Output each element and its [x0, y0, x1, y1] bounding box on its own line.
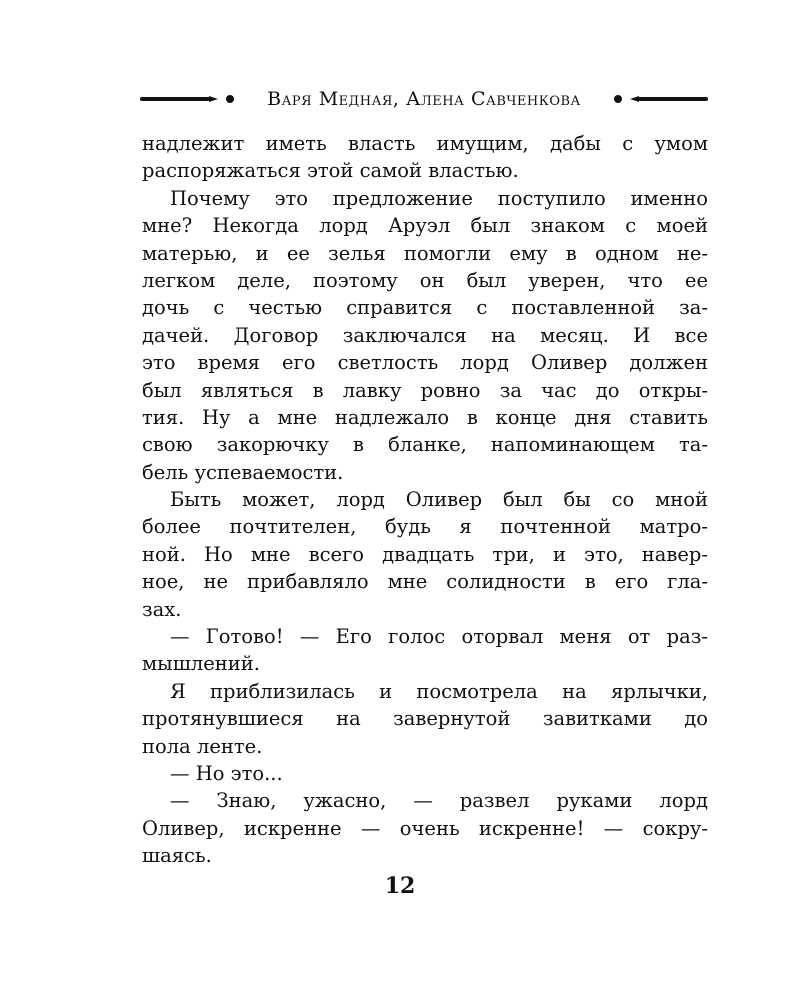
text-line: более почтителен, будь я почтенной матро-: [142, 515, 708, 539]
text-line: бель успеваемости.: [142, 460, 344, 484]
text-line: Оливер, искренне — очень искренне! — сокру-: [142, 816, 708, 840]
text-line: тия. Ну а мне надлежало в конце дня ставить: [142, 405, 708, 429]
text-line: пола ленте.: [142, 734, 263, 758]
header-bullet-right: [614, 95, 622, 103]
text-line: протянувшиеся на завернутой завитками до: [142, 707, 708, 731]
header-author-title: Варя Медная, Алена Савченкова: [267, 88, 581, 110]
text-line: мне? Некогда лорд Аруэл был знаком с моей: [142, 214, 708, 238]
text-line: зах.: [142, 597, 182, 621]
text-line: ной. Но мне всего двадцать три, и это, навер-: [142, 542, 708, 566]
text-line: — Готово! — Его голос оторвал меня от раз-: [170, 625, 708, 649]
text-line: Быть может, лорд Оливер был бы со мной: [170, 488, 708, 512]
page-number: 12: [384, 873, 416, 899]
header-rule-right: [638, 97, 708, 101]
text-line: ное, не прибавляло мне солидности в его гла-: [142, 570, 708, 594]
text-line: мышлений.: [142, 652, 260, 676]
header-rule-left: [140, 97, 210, 101]
text-line: Я приблизилась и посмотрела на ярлычки,: [170, 679, 708, 703]
text-line: надлежит иметь власть имущим, дабы с умом: [142, 132, 708, 155]
running-header: [140, 86, 708, 112]
text-line: шаясь.: [142, 844, 212, 868]
text-line: распоряжаться этой самой властью.: [142, 159, 519, 183]
text-line: матерью, и ее зелья помогли ему в одном не-: [142, 241, 708, 265]
header-bullet-left: [226, 95, 234, 103]
text-line: — Но это...: [170, 761, 283, 785]
text-line: легком деле, поэтому он был уверен, что ее: [142, 268, 708, 292]
body-text: [142, 130, 708, 870]
text-line: свою закорючку в бланке, напоминающем та-: [142, 433, 708, 457]
text-line: это время его светлость лорд Оливер должен: [142, 351, 708, 375]
text-line: был являться в лавку ровно за час до откры-: [142, 378, 708, 402]
text-line: Почему это предложение поступило именно: [170, 186, 708, 210]
text-line: дочь с честью справится с поставленной за-: [142, 296, 708, 320]
text-line: — Знаю, ужасно, — развел руками лорд: [170, 789, 708, 813]
text-line: дачей. Договор заключался на месяц. И все: [142, 323, 708, 347]
